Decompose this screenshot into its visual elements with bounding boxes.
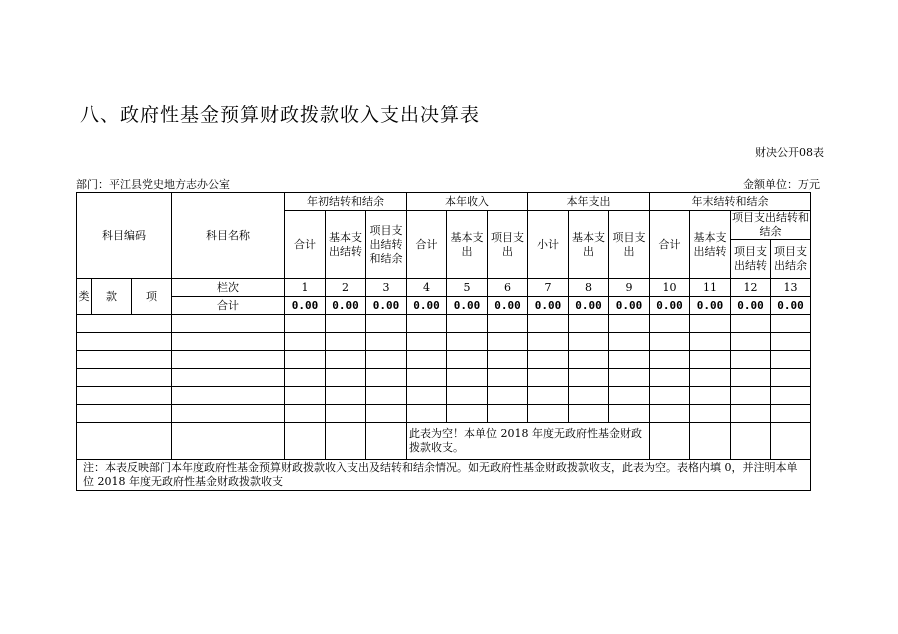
column-number: 3 bbox=[366, 279, 407, 297]
header-xiang: 项 bbox=[132, 279, 172, 315]
header-current-income: 本年收入 bbox=[407, 193, 528, 211]
table-row bbox=[77, 351, 811, 369]
header-end-project-group: 项目支出结转和结余 bbox=[732, 211, 809, 238]
column-number: 2 bbox=[326, 279, 366, 297]
header-expense-basic: 基本支出 bbox=[569, 211, 609, 279]
header-income-total: 合计 bbox=[407, 211, 447, 279]
header-begin-balance: 年初结转和结余 bbox=[285, 193, 407, 211]
total-value: 0.00 bbox=[285, 297, 326, 315]
header-subject-code: 科目编码 bbox=[77, 193, 172, 279]
total-value: 0.00 bbox=[731, 297, 771, 315]
table-footnote: 注：本表反映部门本年度政府性基金预算财政拨款收入支出及结转和结余情况。如无政府性基金财政拨款收支，此表为空。表格内填 0，并注明本单位 2018 年度无政府性基金财政拨款收支 bbox=[77, 460, 811, 491]
total-value: 0.00 bbox=[690, 297, 731, 315]
total-value: 0.00 bbox=[488, 297, 528, 315]
total-row-label: 合计 bbox=[172, 297, 285, 315]
total-value: 0.00 bbox=[528, 297, 569, 315]
total-value: 0.00 bbox=[407, 297, 447, 315]
total-value: 0.00 bbox=[569, 297, 609, 315]
header-end-basic-carry: 基本支出结转 bbox=[690, 211, 731, 279]
header-income-project: 项目支出 bbox=[488, 211, 528, 279]
header-current-expense: 本年支出 bbox=[528, 193, 650, 211]
column-number: 12 bbox=[731, 279, 771, 297]
fund-budget-table bbox=[76, 192, 811, 491]
column-number: 7 bbox=[528, 279, 569, 297]
header-begin-project-carry-surplus: 项目支出结转和结余 bbox=[366, 211, 407, 279]
column-number: 11 bbox=[690, 279, 731, 297]
column-number: 4 bbox=[407, 279, 447, 297]
header-end-project-carry: 项目支出结转 bbox=[731, 240, 771, 279]
column-number: 1 bbox=[285, 279, 326, 297]
header-expense-subtotal: 小计 bbox=[528, 211, 569, 279]
table-row bbox=[77, 333, 811, 351]
table-row bbox=[77, 315, 811, 333]
header-end-balance: 年末结转和结余 bbox=[650, 193, 811, 211]
header-expense-project: 项目支出 bbox=[609, 211, 650, 279]
row-number-label: 栏次 bbox=[172, 279, 285, 297]
table-number: 财决公开08表 bbox=[755, 146, 824, 159]
total-value: 0.00 bbox=[609, 297, 650, 315]
total-value: 0.00 bbox=[650, 297, 690, 315]
department-label: 部门：平江县党史地方志办公室 bbox=[76, 178, 230, 191]
header-income-basic: 基本支出 bbox=[447, 211, 488, 279]
total-value: 0.00 bbox=[366, 297, 407, 315]
column-number: 13 bbox=[771, 279, 811, 297]
empty-table-statement: 此表为空！本单位 2018 年度无政府性基金财政拨款收支。 bbox=[407, 423, 650, 460]
header-class: 类 bbox=[77, 279, 92, 315]
table-row bbox=[77, 405, 811, 423]
table-row bbox=[77, 423, 811, 460]
page-title: 八、政府性基金预算财政拨款收入支出决算表 bbox=[80, 104, 481, 126]
column-number: 9 bbox=[609, 279, 650, 297]
header-kuan: 款 bbox=[92, 279, 132, 315]
total-value: 0.00 bbox=[771, 297, 811, 315]
amount-unit-label: 金额单位：万元 bbox=[743, 178, 820, 191]
header-end-total: 合计 bbox=[650, 211, 690, 279]
total-value: 0.00 bbox=[326, 297, 366, 315]
header-subject-name: 科目名称 bbox=[172, 193, 285, 279]
header-begin-total: 合计 bbox=[285, 211, 326, 279]
column-number: 8 bbox=[569, 279, 609, 297]
table-row bbox=[77, 369, 811, 387]
header-begin-basic-carry: 基本支出结转 bbox=[326, 211, 366, 279]
total-value: 0.00 bbox=[447, 297, 488, 315]
column-number: 5 bbox=[447, 279, 488, 297]
column-number: 10 bbox=[650, 279, 690, 297]
table-row bbox=[77, 387, 811, 405]
column-number: 6 bbox=[488, 279, 528, 297]
header-end-project-surplus: 项目支出结余 bbox=[771, 240, 811, 279]
